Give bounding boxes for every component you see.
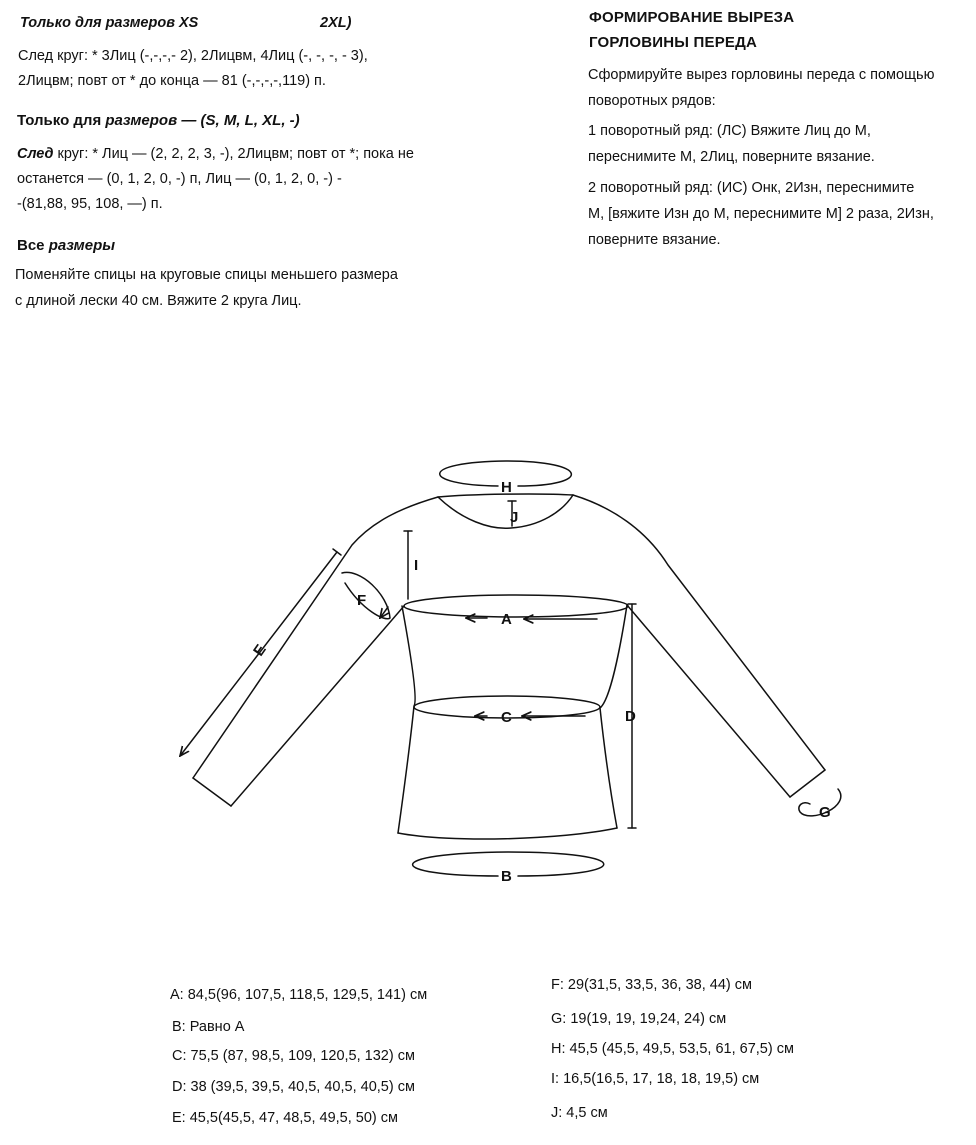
label-h: H — [501, 479, 512, 496]
measurement-a: A: 84,5(96, 107,5, 118,5, 129,5, 141) см — [170, 987, 428, 1003]
chest-ellipse — [404, 595, 628, 617]
label-a: A — [501, 611, 512, 628]
label-b: B — [501, 868, 512, 885]
body-hem — [398, 828, 617, 839]
measurement-j: J: 4,5 см — [551, 1105, 608, 1121]
label-g: G — [819, 804, 831, 821]
right-sleeve-top — [573, 495, 825, 770]
all-sizes-line-1: Поменяйте спицы на круговые спицы меньшего размера — [15, 267, 398, 283]
label-c: C — [501, 709, 512, 726]
right-sleeve-cuff — [790, 770, 825, 797]
measurement-g: G: 19(19, 19, 19,24, 24) см — [551, 1011, 727, 1027]
measurement-f: F: 29(31,5, 33,5, 36, 38, 44) см — [551, 977, 753, 993]
s-heading-prefix: Только для — [17, 112, 106, 129]
left-sleeve-top — [193, 497, 438, 778]
turning-row-1-line-1: 1 поворотный ряд: (ЛС) Вяжите Лиц до М, — [588, 123, 871, 139]
all-heading-italic: размеры — [48, 237, 116, 254]
measurement-c: C: 75,5 (87, 98,5, 109, 120,5, 132) см — [172, 1048, 415, 1064]
label-f: F — [357, 592, 367, 609]
measurement-b: B: Равно А — [172, 1019, 245, 1035]
left-sleeve-underside — [231, 606, 404, 806]
measurement-d: D: 38 (39,5, 39,5, 40,5, 40,5, 40,5) см — [172, 1079, 415, 1095]
neckline-heading-line-2: ГОРЛОВИНЫ ПЕРЕДА — [589, 34, 758, 51]
label-j: J — [510, 509, 519, 526]
label-i: I — [414, 557, 419, 574]
body-right-side — [600, 605, 627, 828]
s-row-lead: След — [17, 146, 54, 162]
neckline-intro-line-2: поворотных рядов: — [588, 93, 716, 109]
s-heading-italic: размеров — (S, M, L, XL, -) — [105, 112, 300, 129]
right-sleeve-underside — [627, 605, 790, 797]
xs-heading-suffix: 2XL) — [320, 15, 352, 31]
xs-heading-prefix: Только для размеров XS — [20, 15, 199, 31]
xs-row-line-1: След круг: * 3Лиц (-,-,-,- 2), 2Лицвм, 4Лиц (-, -, -, - 3), — [18, 48, 368, 64]
measurement-i: I: 16,5(16,5, 17, 18, 18, 19,5) см — [551, 1071, 760, 1087]
measurement-h: H: 45,5 (45,5, 49,5, 53,5, 61, 67,5) см — [551, 1041, 794, 1057]
body-left-side — [398, 606, 415, 833]
all-heading-prefix: Все — [17, 237, 49, 254]
turning-row-1-line-2: переснимите М, 2Лиц, поверните вязание. — [588, 149, 875, 165]
neckline-heading-line-1: ФОРМИРОВАНИЕ ВЫРЕЗА — [589, 9, 795, 26]
label-d: D — [625, 708, 636, 725]
neckline-intro-line-1: Сформируйте вырез горловины переда с помощью — [588, 67, 935, 83]
turning-row-2-line-2: М, [вяжите Изн до М, переснимите М] 2 раза, 2Изн, — [588, 206, 934, 222]
collar-front — [438, 495, 573, 528]
s-row-line-2: останется — (0, 1, 2, 0, -) п, Лиц — (0, 1, 2, 0, -) - — [17, 171, 342, 187]
all-sizes-line-2: с длиной лески 40 см. Вяжите 2 круга Лиц. — [15, 293, 302, 309]
s-row-line-3: -(81,88, 95, 108, —) п. — [17, 196, 163, 212]
label-e: E — [250, 641, 270, 660]
left-sleeve-cuff — [193, 778, 231, 806]
s-row-rest: круг: * Лиц — (2, 2, 2, 3, -), 2Лицвм; повт от *; пока не — [53, 146, 414, 162]
measurement-e: E: 45,5(45,5, 47, 48,5, 49,5, 50) см — [172, 1110, 399, 1126]
turning-row-2-line-1: 2 поворотный ряд: (ИС) Онк, 2Изн, переснимите — [588, 180, 915, 196]
turning-row-2-line-3: поверните вязание. — [588, 232, 721, 248]
xs-row-line-2: 2Лицвм; повт от * до конца — 81 (-,-,-,-,119) п. — [18, 73, 326, 89]
